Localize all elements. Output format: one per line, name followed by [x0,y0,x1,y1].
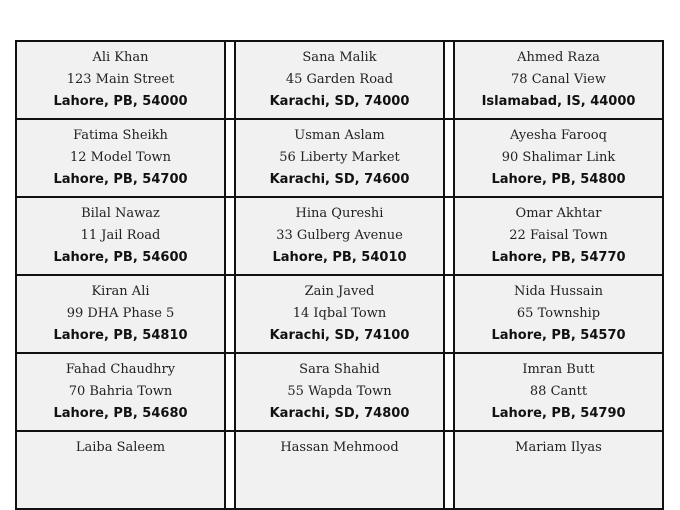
city-state-zip: Lahore, PB, 54680 [53,406,188,421]
gutter [225,119,235,197]
gutter [225,431,235,509]
street-address: 88 Cantt [529,384,588,399]
recipient-name: Fatima Sheikh [73,128,168,143]
street-address: 99 DHA Phase 5 [66,306,175,321]
gutter [444,275,454,353]
city-state-zip: Karachi, SD, 74100 [269,328,410,343]
gutter [444,431,454,509]
recipient-name: Imran Butt [522,362,595,377]
label-row [16,275,663,353]
address-label [16,41,225,119]
address-label [16,197,225,275]
recipient-name: Omar Akhtar [515,206,602,221]
address-label [235,431,444,509]
address-label [454,353,663,431]
recipient-name: Sana Malik [302,50,377,65]
gutter [225,197,235,275]
city-state-zip: Lahore, PB, 54790 [491,406,626,421]
street-address: 123 Main Street [66,72,175,87]
recipient-name: Hassan Mehmood [280,440,399,455]
label-row [16,41,663,119]
address-label [16,431,225,509]
recipient-name: Kiran Ali [91,284,150,299]
gutter [444,119,454,197]
address-label [16,353,225,431]
city-state-zip: Lahore, PB, 54600 [53,250,188,265]
address-label [16,119,225,197]
recipient-name: Ahmed Raza [517,50,600,65]
city-state-zip: Karachi, SD, 74800 [269,406,410,421]
street-address: 45 Garden Road [285,72,394,87]
recipient-name: Hina Qureshi [295,206,384,221]
gutter [444,197,454,275]
city-state-zip: Lahore, PB, 54810 [53,328,188,343]
city-state-zip: Karachi, SD, 74600 [269,172,410,187]
recipient-name: Ali Khan [92,50,149,65]
street-address: 12 Model Town [69,150,172,165]
gutter [444,353,454,431]
address-label [235,353,444,431]
gutter [444,41,454,119]
city-state-zip: Islamabad, IS, 44000 [481,94,636,109]
gutter [225,41,235,119]
street-address: 14 Iqbal Town [292,306,387,321]
street-address: 78 Canal View [511,72,606,87]
street-address: 65 Township [516,306,601,321]
label-row [16,431,663,509]
address-label [235,197,444,275]
recipient-name: Nida Hussain [513,284,604,299]
street-address: 56 Liberty Market [279,150,400,165]
recipient-name: Bilal Nawaz [81,206,160,221]
street-address: 22 Faisal Town [509,228,608,243]
address-label [235,119,444,197]
city-state-zip: Lahore, PB, 54800 [491,172,626,187]
city-state-zip: Lahore, PB, 54700 [53,172,188,187]
street-address: 11 Jail Road [80,228,161,243]
address-label [454,275,663,353]
label-row [16,353,663,431]
street-address: 33 Gulberg Avenue [276,228,403,243]
recipient-name: Fahad Chaudhry [65,362,176,377]
address-label [235,275,444,353]
address-label [454,197,663,275]
city-state-zip: Lahore, PB, 54770 [491,250,626,265]
street-address: 55 Wapda Town [287,384,392,399]
label-row [16,197,663,275]
recipient-name: Mariam Ilyas [515,440,602,455]
recipient-name: Sara Shahid [299,362,380,377]
recipient-name: Ayesha Farooq [510,128,607,143]
gutter [225,353,235,431]
recipient-name: Laiba Saleem [75,440,166,455]
label-grid [15,40,664,510]
address-label-sheet [15,40,675,510]
city-state-zip: Karachi, SD, 74000 [269,94,410,109]
street-address: 90 Shalimar Link [501,150,616,165]
gutter [225,275,235,353]
city-state-zip: Lahore, PB, 54010 [272,250,407,265]
address-label [454,41,663,119]
address-label [16,275,225,353]
address-label [454,119,663,197]
label-row [16,119,663,197]
city-state-zip: Lahore, PB, 54000 [53,94,188,109]
recipient-name: Usman Aslam [294,128,385,143]
city-state-zip: Lahore, PB, 54570 [491,328,626,343]
street-address: 70 Bahria Town [68,384,173,399]
address-label [454,431,663,509]
address-label [235,41,444,119]
recipient-name: Zain Javed [304,284,375,299]
